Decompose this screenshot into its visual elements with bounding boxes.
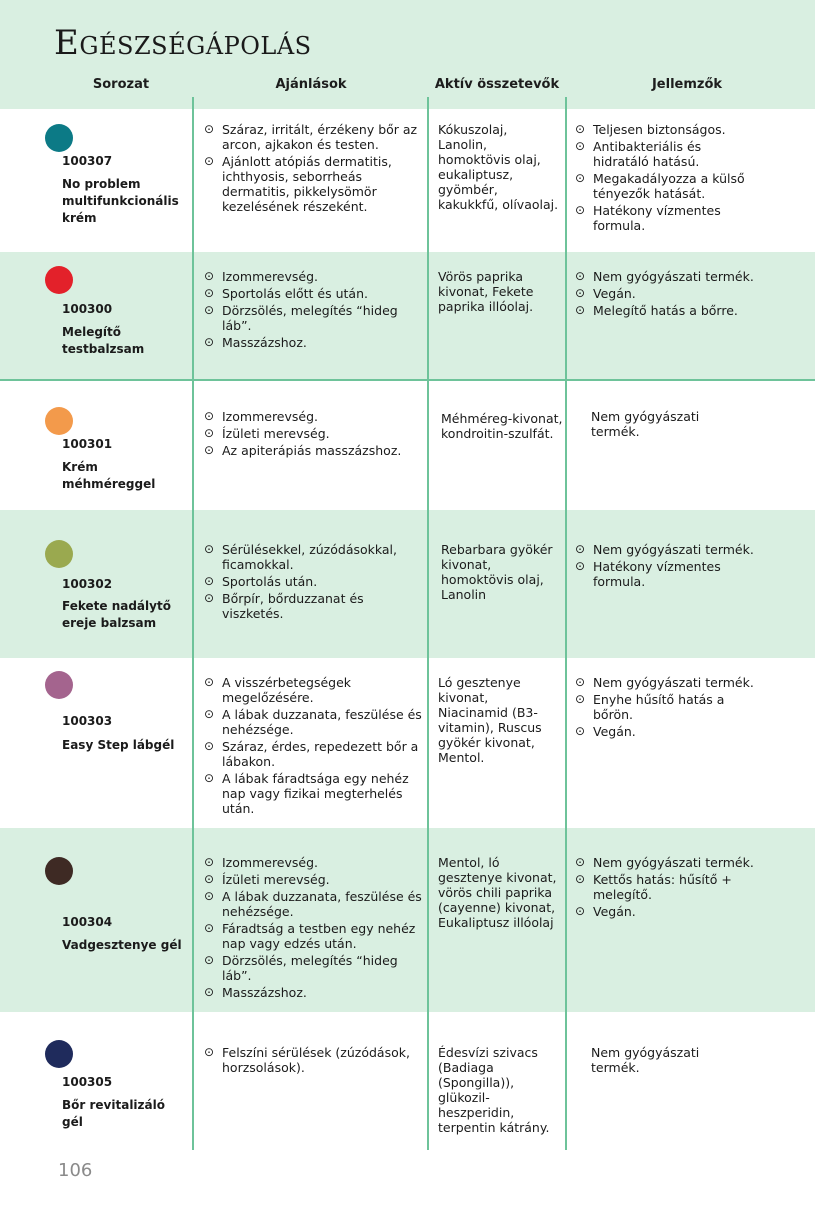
list-item: ⊙ A lábak duzzanata, feszülése és nehézsége. [204, 707, 422, 737]
list-item: ⊙ Enyhe hűsítő hatás a bőrön. [575, 692, 757, 722]
list-item: ⊙ Melegítő hatás a bőrre. [575, 303, 757, 318]
list-item: ⊙ Masszázshoz. [204, 335, 422, 350]
product-code: 100302 [62, 577, 113, 591]
list-item: ⊙ Vegán. [575, 904, 757, 919]
list-item: ⊙ Ajánlott atópiás dermatitis, ichthyosis, seborrheás dermatitis, pikkelysömör kezelésének részeként. [204, 154, 422, 214]
list-item: ⊙ Izommerevség. [204, 269, 422, 284]
active-ingredients: Édesvízi szivacs (Badiaga (Spongilla)), glükozil-heszperidin, terpentin kátrány. [438, 1045, 550, 1135]
recommendations-list [204, 542, 422, 623]
recommendations-list [204, 1045, 422, 1077]
list-item: ⊙ Kettős hatás: hűsítő + melegítő. [575, 872, 757, 902]
list-item: ⊙ Nem gyógyászati termék. [575, 855, 757, 870]
product-name: Fekete nadálytő ereje balzsam [62, 599, 171, 630]
active-ingredients: Mentol, ló gesztenye kivonat, vörös chili paprika (cayenne) kivonat, Eukaliptusz illóolaj [438, 855, 557, 930]
features-list [575, 122, 757, 235]
recommendations-list [204, 269, 422, 352]
product-name: No problem multifunkcionális krém [62, 177, 179, 225]
list-item: ⊙ Teljesen biztonságos. [575, 122, 757, 137]
features-list [575, 855, 757, 921]
list-item: ⊙ Sportolás után. [204, 574, 422, 589]
list-item: ⊙ Felszíni sérülések (zúzódások, horzsolások). [204, 1045, 422, 1075]
recommendations-list [204, 855, 422, 1002]
active-ingredients: Ló gesztenye kivonat, Niacinamid (B3-vitamin), Ruscus gyökér kivonat, Mentol. [438, 675, 542, 765]
color-swatch [45, 407, 73, 435]
features-list [575, 675, 757, 741]
list-item: ⊙ Ízületi merevség. [204, 872, 422, 887]
list-item: ⊙ Vegán. [575, 286, 757, 301]
list-item: ⊙ Vegán. [575, 724, 757, 739]
column-header-aktiv-osszetevok: Aktív összetevők [434, 77, 560, 92]
column-divider [565, 97, 567, 1150]
color-swatch [45, 124, 73, 152]
features-list [575, 269, 757, 320]
column-divider [427, 97, 429, 1150]
list-item: ⊙ A visszérbetegségek megelőzésére. [204, 675, 422, 705]
list-item: ⊙ Nem gyógyászati termék. [575, 542, 757, 557]
list-item: ⊙ Dörzsölés, melegítés “hideg láb”. [204, 303, 422, 333]
list-item: ⊙ Izommerevség. [204, 409, 422, 424]
column-divider [192, 97, 194, 1150]
column-header-ajanlasok: Ajánlások [275, 77, 347, 92]
features-text: Nem gyógyászati termék. [591, 409, 700, 439]
list-item: ⊙ Száraz, irritált, érzékeny bőr az arcon, ajkakon és testen. [204, 122, 422, 152]
list-item: ⊙ Bőrpír, bőrduzzanat és viszketés. [204, 591, 422, 621]
list-item: ⊙ Izommerevség. [204, 855, 422, 870]
list-item: ⊙ Hatékony vízmentes formula. [575, 559, 757, 589]
features-list [575, 542, 757, 591]
list-item: ⊙ Hatékony vízmentes formula. [575, 203, 757, 233]
product-code: 100304 [62, 915, 113, 929]
row-divider [0, 379, 815, 381]
page-title: Egészségápolás [54, 23, 312, 63]
active-ingredients: Méhméreg-kivonat, kondroitin-szulfát. [441, 411, 563, 441]
product-code: 100301 [62, 437, 113, 451]
column-header-sorozat: Sorozat [92, 77, 150, 92]
list-item: ⊙ Nem gyógyászati termék. [575, 675, 757, 690]
color-swatch [45, 1040, 73, 1068]
list-item: ⊙ Sérülésekkel, zúzódásokkal, ficamokkal. [204, 542, 422, 572]
active-ingredients: Rebarbara gyökér kivonat, homoktövis olaj, Lanolin [441, 542, 553, 602]
recommendations-list [204, 675, 422, 818]
color-swatch [45, 671, 73, 699]
product-name: Krém méhméreggel [62, 460, 156, 491]
list-item: ⊙ A lábak duzzanata, feszülése és nehézsége. [204, 889, 422, 919]
product-code: 100305 [62, 1075, 113, 1089]
product-name: Easy Step lábgél [62, 738, 175, 752]
list-item: ⊙ Dörzsölés, melegítés “hideg láb”. [204, 953, 422, 983]
product-code: 100307 [62, 154, 113, 168]
recommendations-list [204, 409, 422, 460]
list-item: ⊙ Fáradtság a testben egy nehéz nap vagy edzés után. [204, 921, 422, 951]
product-name: Bőr revitalizáló gél [62, 1098, 165, 1129]
product-name: Vadgesztenye gél [62, 938, 182, 952]
recommendations-list [204, 122, 422, 216]
column-header-jellemzok: Jellemzők [651, 77, 723, 92]
product-name: Melegítő testbalzsam [62, 325, 145, 356]
color-swatch [45, 266, 73, 294]
color-swatch [45, 540, 73, 568]
list-item: ⊙ Sportolás előtt és után. [204, 286, 422, 301]
list-item: ⊙ A lábak fáradtsága egy nehéz nap vagy fizikai megterhelés után. [204, 771, 422, 816]
product-code: 100303 [62, 714, 113, 728]
list-item: ⊙ Száraz, érdes, repedezett bőr a lábakon. [204, 739, 422, 769]
active-ingredients: Kókuszolaj, Lanolin, homoktövis olaj, eukaliptusz, gyömbér, kakukkfű, olívaolaj. [438, 122, 559, 212]
features-text: Nem gyógyászati termék. [591, 1045, 700, 1075]
page-number: 106 [58, 1160, 93, 1181]
active-ingredients: Vörös paprika kivonat, Fekete paprika illóolaj. [438, 269, 534, 314]
list-item: ⊙ Az apiterápiás masszázshoz. [204, 443, 422, 458]
list-item: ⊙ Masszázshoz. [204, 985, 422, 1000]
product-code: 100300 [62, 302, 113, 316]
list-item: ⊙ Ízületi merevség. [204, 426, 422, 441]
list-item: ⊙ Megakadályozza a külső tényezők hatását. [575, 171, 757, 201]
list-item: ⊙ Antibakteriális és hidratáló hatású. [575, 139, 757, 169]
list-item: ⊙ Nem gyógyászati termék. [575, 269, 757, 284]
color-swatch [45, 857, 73, 885]
